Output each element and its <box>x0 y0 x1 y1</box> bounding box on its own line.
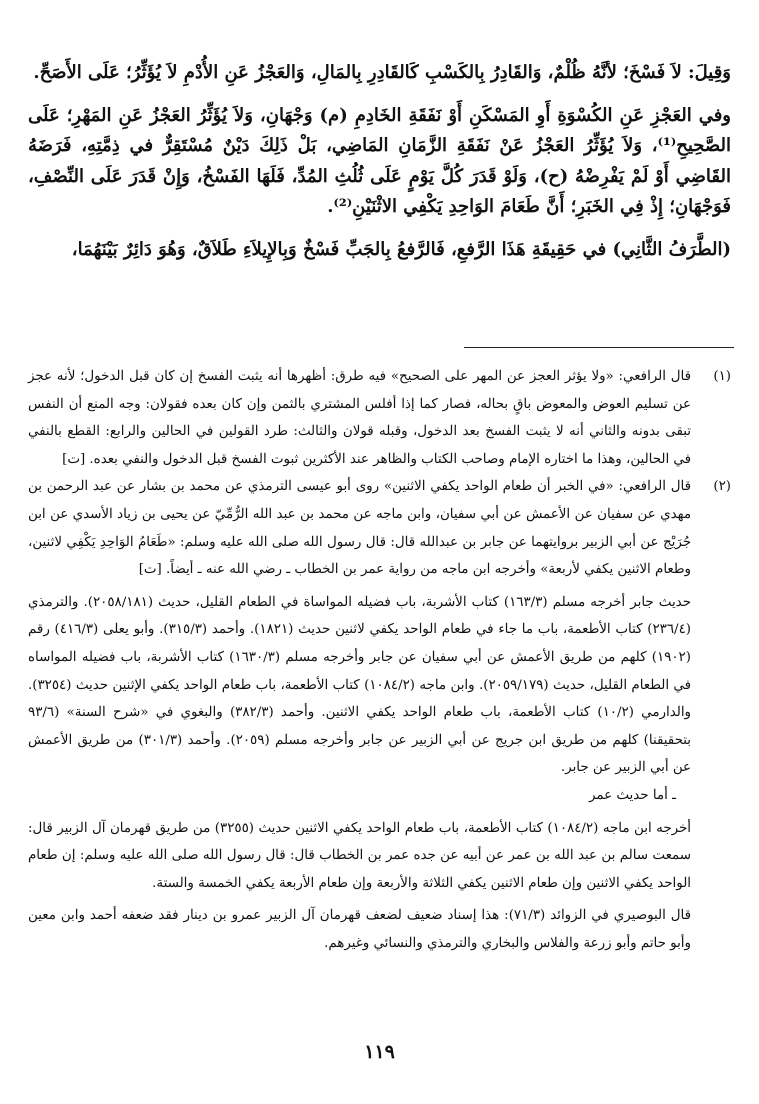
main-paragraph: وَقِيلَ: لاَ فَسْخَ؛ لأنَّهُ ظُلْمٌ، وَالقَادِرُ بِالكَسْبِ كَالقَادِرِ بِالمَالِ، وَالعَجْزُ عَنِ الأُدْمِ لاَ يُؤَثِّرُ؛ عَلَى الأَصَحِّ. <box>33 62 731 83</box>
hadith-umar-heading: ـ أما حديث عمر <box>589 787 676 803</box>
main-text <box>28 58 731 277</box>
footnote-separator <box>464 347 734 348</box>
footnote-2 <box>28 473 731 583</box>
footnote-text <box>28 363 691 473</box>
footnote-text <box>28 473 691 583</box>
main-paragraph: وفي العَجْزِ عَنِ الكُسْوَةِ أَوِ المَسْكَنِ أَوْ نَفَقَةِ الخَادِمِ (م) وَجْهَانِ، وَلاَ يُؤَثِّرُ العَجْزُ عَنِ المَهْرِ؛ عَلَى الصَّحِيحِ⁽¹⁾، وَلاَ يُؤَثِّرُ العَجْزُ عَنْ نَفَقَةِ الزَّمَانِ المَاضِي، بَلْ ذَلِكَ دَيْنٌ مُسْتَقِرٌّ في ذِمَّتِهِ، فَرَضَهُ القَاضِي أَوْ لَمْ يَفْرِضْهُ (ح)، وَلَوْ قَدَرَ كُلَّ يَوْمٍ عَلَى ثُلُثِ المُدِّ، فَلَهَا الفَسْخُ، وَإِنْ قَدَرَ عَلَى النِّصْفِ، فَوَجْهَانِ؛ إِذْ فِي الخَبَرِ؛ أَنَّ طَعَامَ الوَاحِدِ يَكْفِي الاثْنَيْنِ⁽²⁾. <box>28 104 731 217</box>
page-number: ١١٩ <box>364 1041 395 1063</box>
footnotes <box>28 363 731 957</box>
footnote-2-continuation <box>28 589 731 958</box>
busiri-paragraph: قال البوصيري في الزوائد (٧١/٣): هذا إسناد ضعيف لضعف قهرمان آل الزبير عمرو بن دينار فقد ضعفه أحمد وابن معين وأبو حاتم وأبو زرعة والفلاس والبخاري والترمذي والنسائي وغيرهم. <box>28 908 691 951</box>
main-paragraph: (الطَّرَفُ الثَّانِي) في حَقِيقَةِ هَذَا الرَّفعِ، فَالرَّفعُ بِالجَبِّ فَسْخٌ وَبِالإِيلاَءِ طَلاَقٌ، وَهُوَ دَائِرٌ بَيْنَهُمَا، <box>71 238 731 260</box>
footnote-number: (٢) <box>713 479 731 495</box>
footnote-body: قال الرافعي: «ولا يؤثر العجز عن المهر على الصحيح» فيه طرق: أظهرها أنه يثبت الفسخ إن كان قبل الدخول؛ لأنه عجز عن تسليم العوض والمعوض باقٍ بحاله، فصار كما إذا أفلس المشتري بالثمن وإن كان بعده فقولان: وجه المنع أن النفس تبقى بدونه والثاني أنه لا يثبت الفسخ بعد الدخول، وقبله قولان والثالث: طرد القولين في الحالين والرابع: القطع بالنفي في الحالين، وهذا ما اختاره الإمام وصاحب الكتاب والظاهر عند الأكثرين ثبوت الفسخ قبل الدخول والنفي بعده. [ت] <box>28 369 691 467</box>
footnote-body: قال الرافعي: «في الخبر أن طعام الواحد يكفي الاثنين» روى أبو عيسى الترمذي عن محمد بن بشار عن عبد الرحمن بن مهدي عن سفيان عن الأعمش عن أبي سفيان، وابن ماجه عن محمد بن عبد الله الرُّمِّيّ عن يحيى بن زياد الأسدي عن ابن جُرَيْج عن أبي الزبير بروايتهما عن جابر بن عبدالله قال: قال رسول الله صلى الله عليه وسلم: «طَعَامُ الوَاحِدِ يَكْفِي لاثنين، وطعام الاثنين يكفي لأربعة» وأخرجه ابن ماجه من رواية عمر بن الخطاب ـ رضي الله عنه ـ أيضاً. [ت] <box>28 479 691 578</box>
footnote-number: (١) <box>713 369 731 384</box>
footnote-1 <box>28 363 731 473</box>
hadith-umar-paragraph: أخرجه ابن ماجه (١٠٨٤/٢) كتاب الأطعمة، باب طعام الواحد يكفي الاثنين حديث (٣٢٥٥) من طريق قهرمان آل الزبير قال: سمعت سالم بن عبد الله بن عمر عن أبيه عن جده عمر بن الخطاب قال: قال رسول الله صلى الله عليه وسلم: إن طعام الواحد يكفي الاثنين وإن طعام الاثنين يكفي الثلاثة والأربعة وإن طعام الأربعة يكفي الخمسة والستة. <box>28 820 691 891</box>
hadith-jabir-paragraph: حديث جابر أخرجه مسلم (١٦٣/٣) كتاب الأشربة، باب فضيله المواساة في الطعام القليل، حديث (٢٠٥٨/١٨١). والترمذي (٢٣٦/٤) كتاب الأطعمة، باب ما جاء في طعام الواحد يكفي لاثنين حديث (١٨٢١). وأحمد (٣١٥/٣). وأبو يعلى (٤١٦/٣) رقم (١٩٠٢) كلهم من طريق الأعمش عن أبي سفيان عن جابر وأخرجه مسلم (١٦٣٠/٣) كتاب الأشربة، باب فضيله المواساه في الطعام القليل، حديث (٢٠٥٩/١٧٩). وابن ماجه (١٠٨٤/٢) كتاب الأطعمة، باب طعام الواحد يكفي الإثنين حديث (٣٢٥٤). والدارمي (١٠/٢) كتاب الأطعمة، باب طعام الواحد يكفي الاثنين. وأحمد (٣٨٢/٣) والبغوي في «شرح السنة» (٩٣/٦ بتحقيقنا) كلهم من طريق ابن جريج عن أبي الزبير عن جابر وأخرجه مسلم (٢٠٥٩). وأحمد (٣٠١/٣) من طريق الأعمش عن أبي الزبير عن جابر. <box>28 594 692 776</box>
